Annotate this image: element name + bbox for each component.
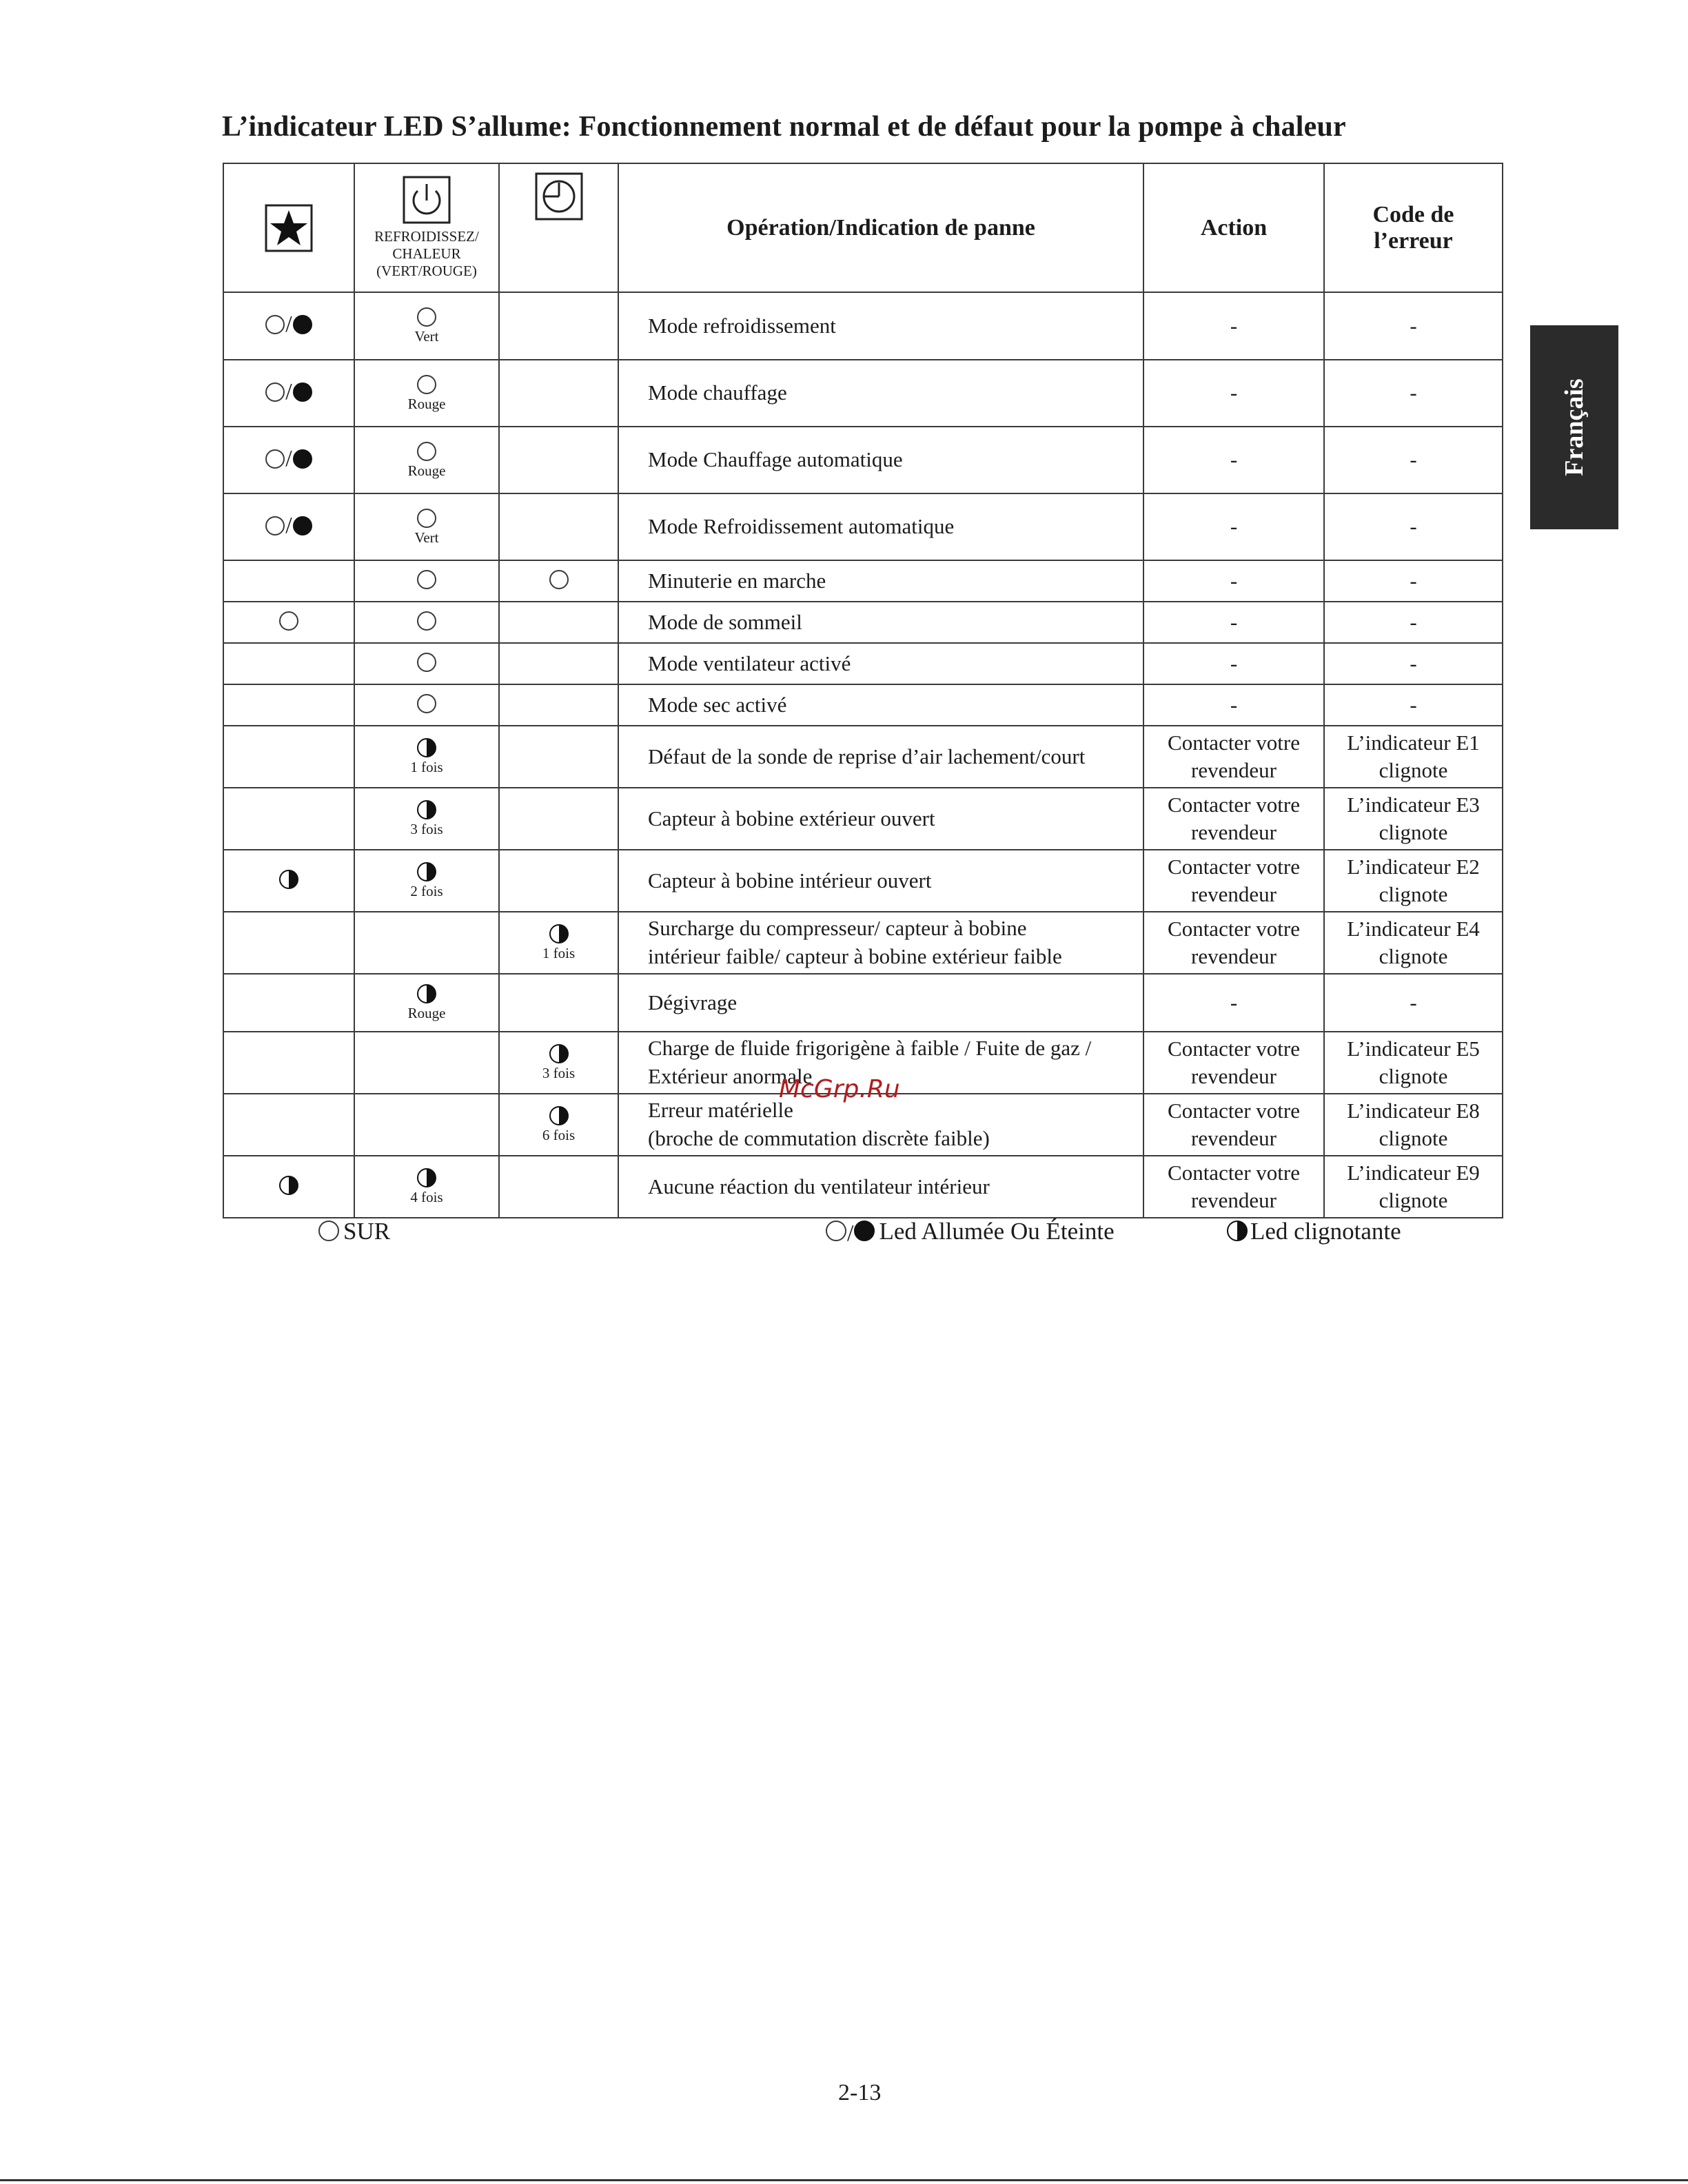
star-led-cell [223,974,354,1032]
error-code-cell-line: L’indicateur E3 [1347,792,1480,817]
star-led-cell [223,493,354,560]
led-on-icon [417,375,436,394]
operation-cell-line: Surcharge du compresseur/ capteur à bobine [648,916,1027,941]
led-on-icon [417,509,436,528]
power-led-cell [354,788,499,850]
led-indicator-table [223,163,1503,1218]
led-on-icon [826,1221,846,1241]
table-row [223,726,1503,788]
timer-led-cell [499,292,618,360]
power-led-cell [354,560,499,602]
action-cell-line: Contacter votre [1168,1160,1300,1185]
power-led-cell [354,684,499,726]
header-power-cell [354,163,499,292]
power-led-cell [354,1156,499,1218]
power-header-line-3: (VERT/ROUGE) [376,263,477,280]
page-number: 2-13 [838,2080,882,2105]
timer-led-cell [499,493,618,560]
led-blink-icon [549,924,569,943]
table-row [223,850,1503,912]
timer-led-cell [499,726,618,788]
timer-led-cell [499,427,618,493]
led-blink-icon [1227,1221,1248,1241]
power-led-cell [354,1094,499,1156]
table-row [223,643,1503,684]
action-cell-line: Contacter votre [1168,1098,1300,1123]
table-row [223,1156,1503,1218]
watermark: McGrp.Ru [779,1075,900,1103]
error-code-cell: - [1324,292,1503,360]
header-timer-cell [499,163,618,292]
operation-cell: Mode Refroidissement automatique [618,493,1143,560]
operation-cell-line: intérieur faible/ capteur à bobine extérieur faible [648,944,1062,968]
star-led-cell [223,912,354,974]
operation-cell-line: Extérieur anormale [648,1064,813,1088]
power-led-cell-sub: 3 fois [410,821,443,837]
action-cell [1143,1094,1324,1156]
action-cell: - [1143,292,1324,360]
led-on-off-icon: / [265,318,312,330]
table-row [223,360,1503,427]
star-led-cell [223,560,354,602]
operation-cell: Mode sec activé [618,684,1143,726]
action-cell [1143,850,1324,912]
action-cell-line: Contacter votre [1168,916,1300,941]
led-on-icon [549,570,569,589]
table-row [223,602,1503,643]
timer-led-cell [499,684,618,726]
power-led-cell-sub: 2 fois [410,883,443,899]
action-cell: - [1143,493,1324,560]
power-led-cell [354,726,499,788]
action-cell [1143,1032,1324,1094]
timer-icon [535,172,583,221]
timer-led-cell [499,850,618,912]
error-code-cell: - [1324,427,1503,493]
error-code-cell [1324,1156,1503,1218]
led-on-off-icon: / [265,385,312,397]
led-off-icon [854,1221,875,1241]
action-cell-line: revendeur [1191,758,1277,782]
star-led-cell [223,1156,354,1218]
action-cell-line: revendeur [1191,1188,1277,1212]
operation-cell: Capteur à bobine intérieur ouvert [618,850,1143,912]
led-on-icon [417,611,436,631]
action-cell-line: revendeur [1191,1126,1277,1150]
error-code-cell [1324,850,1503,912]
timer-led-cell [499,912,618,974]
operation-cell: Aucune réaction du ventilateur intérieur [618,1156,1143,1218]
star-led-cell [223,427,354,493]
action-cell-line: Contacter votre [1168,1036,1300,1061]
legend-on [318,1218,390,1245]
error-code-cell [1324,912,1503,974]
action-cell: - [1143,427,1324,493]
operation-cell-line: (broche de commutation discrète faible) [648,1126,990,1150]
operation-cell: Mode chauffage [618,360,1143,427]
operation-cell-line: Charge de fluide frigorigène à faible / Fuite de gaz / [648,1036,1092,1061]
timer-led-cell-sub: 3 fois [542,1065,576,1081]
error-code-cell [1324,1094,1503,1156]
operation-cell [618,912,1143,974]
error-code-cell [1324,788,1503,850]
action-cell: - [1143,602,1324,643]
led-on-icon [279,611,298,631]
page-title: L’indicateur LED S’allume: Fonctionnement normal et de défaut pour la pompe à chaleur [222,111,1346,143]
led-on-off-icon: / [265,519,312,531]
power-header-line-2: CHALEUR [392,245,461,262]
timer-led-cell [499,360,618,427]
star-led-cell [223,292,354,360]
error-code-cell-line: L’indicateur E8 [1347,1098,1480,1123]
error-code-cell: - [1324,974,1503,1032]
power-led-cell [354,974,499,1032]
power-header-line-1: REFROIDISSEZ/ [374,227,479,245]
action-cell: - [1143,360,1324,427]
legend-on-label: SUR [343,1218,391,1245]
action-cell-line: revendeur [1191,820,1277,844]
led-blink-icon [417,984,436,1003]
led-blink-icon [417,800,436,819]
error-code-cell-line: clignote [1379,1126,1448,1150]
timer-led-cell [499,974,618,1032]
power-led-cell [354,1032,499,1094]
timer-led-cell [499,788,618,850]
error-code-cell-line: clignote [1379,1188,1448,1212]
led-blink-icon [279,1176,298,1195]
timer-led-cell [499,1156,618,1218]
operation-cell: Mode refroidissement [618,292,1143,360]
error-code-cell-line: clignote [1379,758,1448,782]
star-led-cell [223,360,354,427]
error-code-cell: - [1324,360,1503,427]
error-code-cell: - [1324,643,1503,684]
action-cell-line: Contacter votre [1168,730,1300,755]
action-cell [1143,912,1324,974]
timer-led-cell-sub: 6 fois [542,1127,576,1143]
table-row [223,493,1503,560]
action-cell: - [1143,974,1324,1032]
star-led-cell [223,684,354,726]
error-code-cell-line: L’indicateur E5 [1347,1036,1480,1061]
power-led-cell-sub: 4 fois [410,1189,443,1205]
star-led-cell [223,1032,354,1094]
power-led-cell-sub: Rouge [407,462,446,479]
operation-cell: Mode de sommeil [618,602,1143,643]
power-led-cell-sub: Rouge [407,395,446,412]
led-blink-icon [417,862,436,881]
timer-led-cell [499,643,618,684]
table-row [223,292,1503,360]
power-led-cell [354,427,499,493]
star-led-cell [223,726,354,788]
operation-cell-line: Erreur matérielle [648,1098,793,1123]
error-code-cell-line: L’indicateur E2 [1347,854,1480,879]
timer-led-cell-sub: 1 fois [542,945,576,961]
operation-cell: Capteur à bobine extérieur ouvert [618,788,1143,850]
star-led-cell [223,602,354,643]
led-on-off-icon: / [265,452,312,464]
page-bottom-rule [0,2179,1688,2181]
legend-blink [1227,1218,1401,1245]
led-on-icon [417,570,436,589]
header-star-cell [223,163,354,292]
power-led-cell [354,493,499,560]
error-code-cell-line: clignote [1379,1064,1448,1088]
led-on-icon [417,307,436,327]
timer-led-cell [499,602,618,643]
error-code-cell-line: clignote [1379,944,1448,968]
error-code-cell [1324,1032,1503,1094]
power-led-cell [354,643,499,684]
error-code-cell-line: L’indicateur E4 [1347,916,1480,941]
header-operation: Opération/Indication de panne [618,163,1143,292]
power-led-cell-sub: 1 fois [410,759,443,775]
action-cell: - [1143,643,1324,684]
table-row [223,912,1503,974]
table-row [223,560,1503,602]
error-code-cell: - [1324,684,1503,726]
operation-cell: Minuterie en marche [618,560,1143,602]
led-blink-icon [279,870,298,889]
table-row [223,788,1503,850]
operation-cell: Dégivrage [618,974,1143,1032]
action-cell-line: revendeur [1191,1064,1277,1088]
action-cell-line: Contacter votre [1168,792,1300,817]
power-led-cell-sub: Vert [414,529,439,546]
led-blink-icon [417,1168,436,1187]
table-header-row [223,163,1503,292]
operation-cell: Mode Chauffage automatique [618,427,1143,493]
error-code-cell-line: clignote [1379,820,1448,844]
table-row [223,427,1503,493]
header-code-line-1: Code de [1372,202,1454,228]
led-blink-icon [417,738,436,757]
led-blink-icon [549,1106,569,1125]
error-code-cell-line: L’indicateur E9 [1347,1160,1480,1185]
action-cell: - [1143,560,1324,602]
led-blink-icon [549,1044,569,1063]
error-code-cell: - [1324,560,1503,602]
header-action: Action [1143,163,1324,292]
power-led-cell [354,360,499,427]
star-led-cell [223,643,354,684]
star-icon [265,204,313,252]
action-cell-line: revendeur [1191,882,1277,906]
action-cell-line: revendeur [1191,944,1277,968]
power-led-cell [354,850,499,912]
led-on-icon [318,1221,339,1241]
table-row [223,684,1503,726]
header-code-line-2: l’erreur [1374,227,1453,254]
power-led-cell [354,602,499,643]
led-on-icon [417,653,436,672]
legend-on-off: / Led Allumée Ou Éteinte [826,1218,1115,1247]
action-cell: - [1143,684,1324,726]
legend-on-off-label: Led Allumée Ou Éteinte [879,1218,1115,1245]
star-led-cell [223,788,354,850]
language-tab [1530,325,1618,529]
star-led-cell [223,850,354,912]
action-cell-line: Contacter votre [1168,854,1300,879]
operation-cell: Défaut de la sonde de reprise d’air lachement/court [618,726,1143,788]
timer-led-cell [499,1032,618,1094]
action-cell [1143,788,1324,850]
power-icon [403,176,451,224]
timer-led-cell [499,1094,618,1156]
table-row [223,974,1503,1032]
header-code [1324,163,1503,292]
timer-led-cell [499,560,618,602]
language-tab-label: Français [1560,378,1589,476]
error-code-cell [1324,726,1503,788]
error-code-cell: - [1324,493,1503,560]
action-cell [1143,1156,1324,1218]
error-code-cell-line: clignote [1379,882,1448,906]
power-led-cell [354,292,499,360]
power-led-cell-sub: Rouge [407,1005,446,1021]
led-on-icon [417,442,436,461]
operation-cell: Mode ventilateur activé [618,643,1143,684]
power-led-cell [354,912,499,974]
star-led-cell [223,1094,354,1156]
power-led-cell-sub: Vert [414,328,439,345]
action-cell [1143,726,1324,788]
error-code-cell: - [1324,602,1503,643]
error-code-cell-line: L’indicateur E1 [1347,730,1480,755]
led-on-icon [417,694,436,713]
legend-blink-label: Led clignotante [1250,1218,1401,1245]
